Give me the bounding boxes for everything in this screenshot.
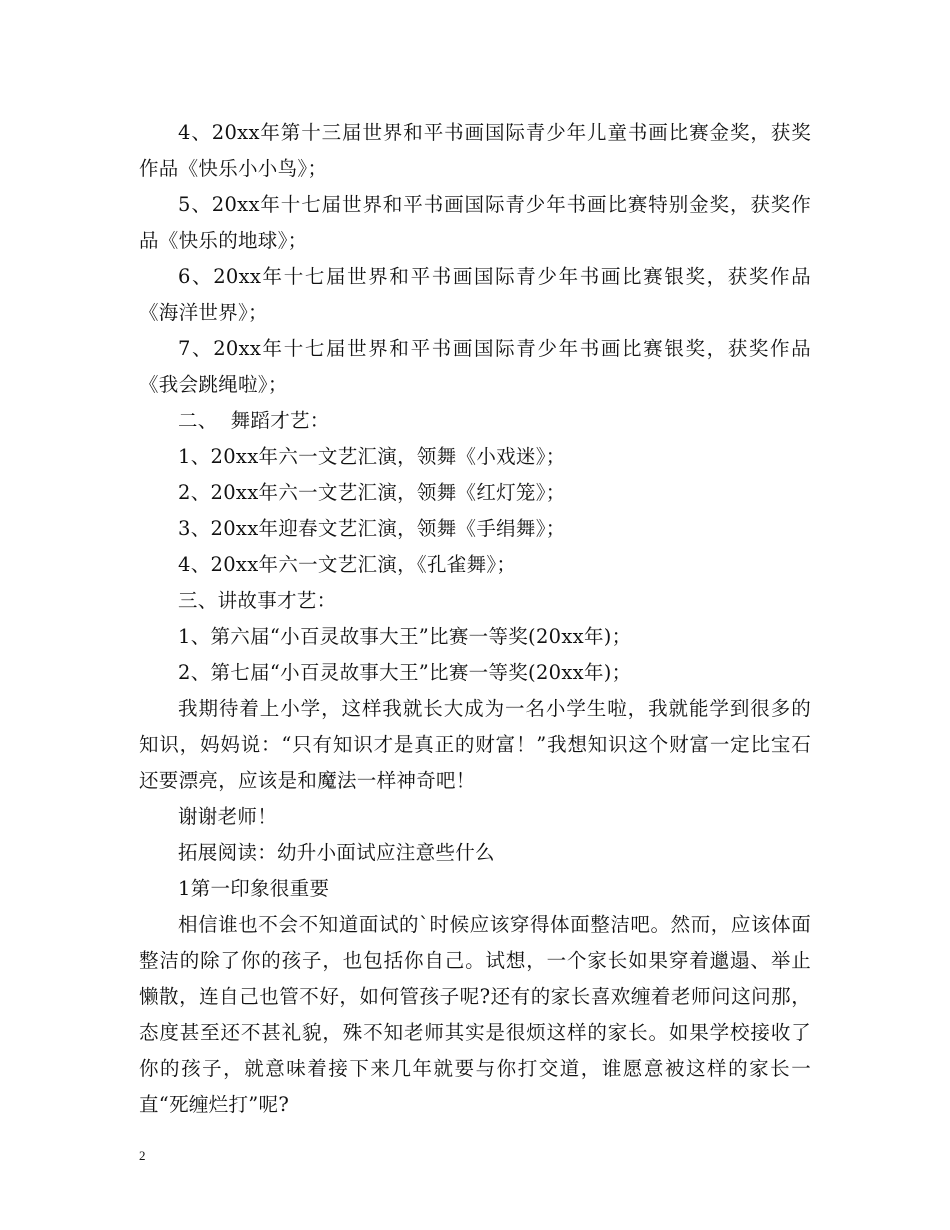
- paragraph-dance-1: 1、20xx年六一文艺汇演，领舞《小戏迷》；: [178, 445, 566, 468]
- paragraph-thanks: 谢谢老师！: [178, 805, 278, 828]
- page-number: 2: [139, 1148, 146, 1163]
- paragraph-dance-3: 3、20xx年迎春文艺汇演，领舞《手绢舞》；: [178, 517, 566, 540]
- section-heading-dance: 二、 舞蹈才艺：: [178, 409, 330, 432]
- paragraph-award-6: 6、20xx年十七届世界和平书画国际青少年书画比赛银奖，获奖作品《海洋世界》；: [139, 265, 811, 324]
- paragraph-dance-2: 2、20xx年六一文艺汇演，领舞《红灯笼》；: [178, 481, 566, 504]
- document-body: [139, 115, 811, 1123]
- paragraph-award-7: 7、20xx年十七届世界和平书画国际青少年书画比赛银奖，获奖作品《我会跳绳啦》；: [139, 337, 811, 396]
- paragraph-story-1: 1、第六届“小百灵故事大王”比赛一等奖(20xx年)；: [178, 625, 632, 648]
- paragraph-extended-reading-title: 拓展阅读：幼升小面试应注意些什么: [178, 841, 495, 864]
- paragraph-dance-4: 4、20xx年六一文艺汇演，《孔雀舞》；: [178, 553, 517, 576]
- paragraph-award-4: 4、20xx年第十三届世界和平书画国际青少年儿童书画比赛金奖，获奖作品《快乐小小鸟》；: [139, 121, 811, 180]
- paragraph-expectation: 我期待着上小学，这样我就长大成为一名小学生啦，我就能学到很多的知识，妈妈说：“只有知识才是真正的财富！”我想知识这个财富一定比宝石还要漂亮，应该是和魔法一样神奇吧！: [139, 697, 811, 792]
- paragraph-tip-1-body: 相信谁也不会不知道面试的`时候应该穿得体面整洁吧。然而，应该体面整洁的除了你的孩子，也包括你自己。试想，一个家长如果穿着邋遢、举止懒散，连自己也管不好，如何管孩子呢?还有的家长喜欢缠着老师问这问那，态度甚至还不甚礼貌，殊不知老师其实是很烦这样的家长。如果学校接收了你的孩子，就意味着接下来几年就要与你打交道，谁愿意被这样的家长一直“死缠烂打”呢?: [139, 913, 811, 1116]
- section-heading-storytelling: 三、讲故事才艺：: [178, 589, 337, 612]
- paragraph-tip-1-title: 1第一印象很重要: [178, 877, 330, 900]
- paragraph-award-5: 5、20xx年十七届世界和平书画国际青少年书画比赛特别金奖，获奖作品《快乐的地球》；: [139, 193, 811, 252]
- paragraph-story-2: 2、第七届“小百灵故事大王”比赛一等奖(20xx年)；: [178, 661, 632, 684]
